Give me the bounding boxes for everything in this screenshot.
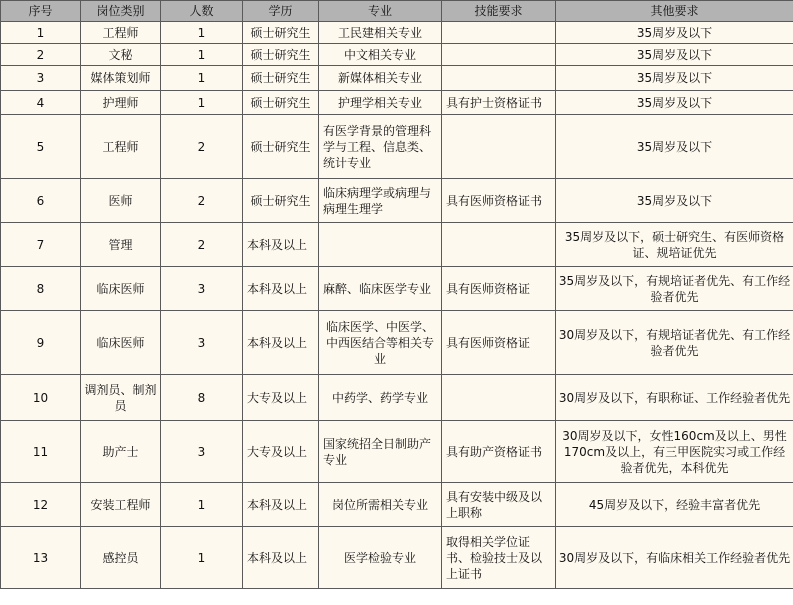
cell-education: 硕士研究生 <box>243 91 319 115</box>
cell-count: 2 <box>161 179 243 223</box>
table-row <box>1 91 793 115</box>
cell-skill <box>442 44 556 66</box>
cell-skill <box>442 223 556 267</box>
cell-other: 30周岁及以下，有职称证、工作经验者优先 <box>556 375 793 421</box>
cell-no: 6 <box>1 179 81 223</box>
cell-education: 本科及以上 <box>243 223 319 267</box>
cell-count: 1 <box>161 44 243 66</box>
cell-no: 5 <box>1 115 81 179</box>
cell-category: 临床医师 <box>81 267 161 311</box>
cell-major: 麻醉、临床医学专业 <box>319 267 442 311</box>
cell-other: 45周岁及以下，经验丰富者优先 <box>556 483 793 527</box>
cell-education: 本科及以上 <box>243 311 319 375</box>
cell-no: 11 <box>1 421 81 483</box>
cell-other: 35周岁及以下 <box>556 179 793 223</box>
cell-category: 感控员 <box>81 527 161 589</box>
cell-education: 硕士研究生 <box>243 115 319 179</box>
cell-other: 35周岁及以下 <box>556 66 793 91</box>
cell-no: 9 <box>1 311 81 375</box>
cell-major: 国家统招全日制助产专业 <box>319 421 442 483</box>
table-row <box>1 223 793 267</box>
cell-category: 助产士 <box>81 421 161 483</box>
cell-education: 硕士研究生 <box>243 44 319 66</box>
header-no: 序号 <box>1 1 81 22</box>
cell-major: 护理学相关专业 <box>319 91 442 115</box>
cell-no: 12 <box>1 483 81 527</box>
table-row <box>1 375 793 421</box>
cell-education: 本科及以上 <box>243 527 319 589</box>
header-major: 专业 <box>319 1 442 22</box>
cell-skill <box>442 66 556 91</box>
cell-count: 8 <box>161 375 243 421</box>
cell-other: 35周岁及以下，硕士研究生、有医师资格证、规培证优先 <box>556 223 793 267</box>
cell-skill: 具有护士资格证书 <box>442 91 556 115</box>
cell-other: 35周岁及以下 <box>556 22 793 44</box>
cell-count: 1 <box>161 527 243 589</box>
cell-count: 3 <box>161 311 243 375</box>
table-row <box>1 267 793 311</box>
cell-category: 管理 <box>81 223 161 267</box>
cell-count: 1 <box>161 483 243 527</box>
cell-no: 1 <box>1 22 81 44</box>
cell-category: 临床医师 <box>81 311 161 375</box>
cell-count: 2 <box>161 115 243 179</box>
cell-no: 13 <box>1 527 81 589</box>
header-row <box>1 1 793 22</box>
cell-major: 新媒体相关专业 <box>319 66 442 91</box>
cell-count: 3 <box>161 421 243 483</box>
cell-skill <box>442 22 556 44</box>
cell-other: 30周岁及以下，女性160cm及以上、男性170cm及以上，有三甲医院实习或工作经验者优先，本科优先 <box>556 421 793 483</box>
table-row <box>1 66 793 91</box>
cell-no: 3 <box>1 66 81 91</box>
cell-no: 4 <box>1 91 81 115</box>
cell-skill: 具有助产资格证书 <box>442 421 556 483</box>
header-skill: 技能要求 <box>442 1 556 22</box>
table-row <box>1 311 793 375</box>
cell-count: 2 <box>161 223 243 267</box>
cell-other: 30周岁及以下，有临床相关工作经验者优先 <box>556 527 793 589</box>
header-category: 岗位类别 <box>81 1 161 22</box>
cell-category: 工程师 <box>81 115 161 179</box>
cell-education: 本科及以上 <box>243 267 319 311</box>
cell-education: 本科及以上 <box>243 483 319 527</box>
cell-major: 医学检验专业 <box>319 527 442 589</box>
table-row <box>1 115 793 179</box>
cell-other: 35周岁及以下 <box>556 44 793 66</box>
table-row <box>1 22 793 44</box>
table-row <box>1 421 793 483</box>
cell-no: 8 <box>1 267 81 311</box>
cell-major: 临床医学、中医学、中西医结合等相关专业 <box>319 311 442 375</box>
cell-category: 调剂员、制剂员 <box>81 375 161 421</box>
cell-major: 中文相关专业 <box>319 44 442 66</box>
cell-category: 工程师 <box>81 22 161 44</box>
cell-major: 工民建相关专业 <box>319 22 442 44</box>
cell-no: 7 <box>1 223 81 267</box>
cell-skill: 取得相关学位证书、检验技士及以上证书 <box>442 527 556 589</box>
cell-education: 大专及以上 <box>243 421 319 483</box>
cell-skill <box>442 375 556 421</box>
cell-major: 临床病理学或病理与病理生理学 <box>319 179 442 223</box>
table-row <box>1 483 793 527</box>
cell-count: 3 <box>161 267 243 311</box>
table-row <box>1 44 793 66</box>
cell-skill: 具有医师资格证 <box>442 311 556 375</box>
table-row <box>1 527 793 589</box>
cell-skill: 具有安装中级及以上职称 <box>442 483 556 527</box>
cell-skill: 具有医师资格证书 <box>442 179 556 223</box>
cell-skill: 具有医师资格证 <box>442 267 556 311</box>
cell-education: 硕士研究生 <box>243 179 319 223</box>
cell-no: 2 <box>1 44 81 66</box>
table-row <box>1 179 793 223</box>
cell-other: 30周岁及以下，有规培证者优先、有工作经验者优先 <box>556 311 793 375</box>
cell-count: 1 <box>161 66 243 91</box>
cell-education: 硕士研究生 <box>243 66 319 91</box>
cell-education: 大专及以上 <box>243 375 319 421</box>
cell-no: 10 <box>1 375 81 421</box>
header-other: 其他要求 <box>556 1 793 22</box>
cell-major: 岗位所需相关专业 <box>319 483 442 527</box>
cell-category: 安装工程师 <box>81 483 161 527</box>
header-education: 学历 <box>243 1 319 22</box>
cell-major <box>319 223 442 267</box>
cell-category: 文秘 <box>81 44 161 66</box>
cell-category: 护理师 <box>81 91 161 115</box>
cell-other: 35周岁及以下，有规培证者优先、有工作经验者优先 <box>556 267 793 311</box>
cell-count: 1 <box>161 91 243 115</box>
cell-category: 医师 <box>81 179 161 223</box>
cell-skill <box>442 115 556 179</box>
cell-other: 35周岁及以下 <box>556 115 793 179</box>
header-count: 人数 <box>161 1 243 22</box>
cell-category: 媒体策划师 <box>81 66 161 91</box>
cell-other: 35周岁及以下 <box>556 91 793 115</box>
cell-major: 中药学、药学专业 <box>319 375 442 421</box>
cell-major: 有医学背景的管理科学与工程、信息类、统计专业 <box>319 115 442 179</box>
cell-education: 硕士研究生 <box>243 22 319 44</box>
cell-count: 1 <box>161 22 243 44</box>
